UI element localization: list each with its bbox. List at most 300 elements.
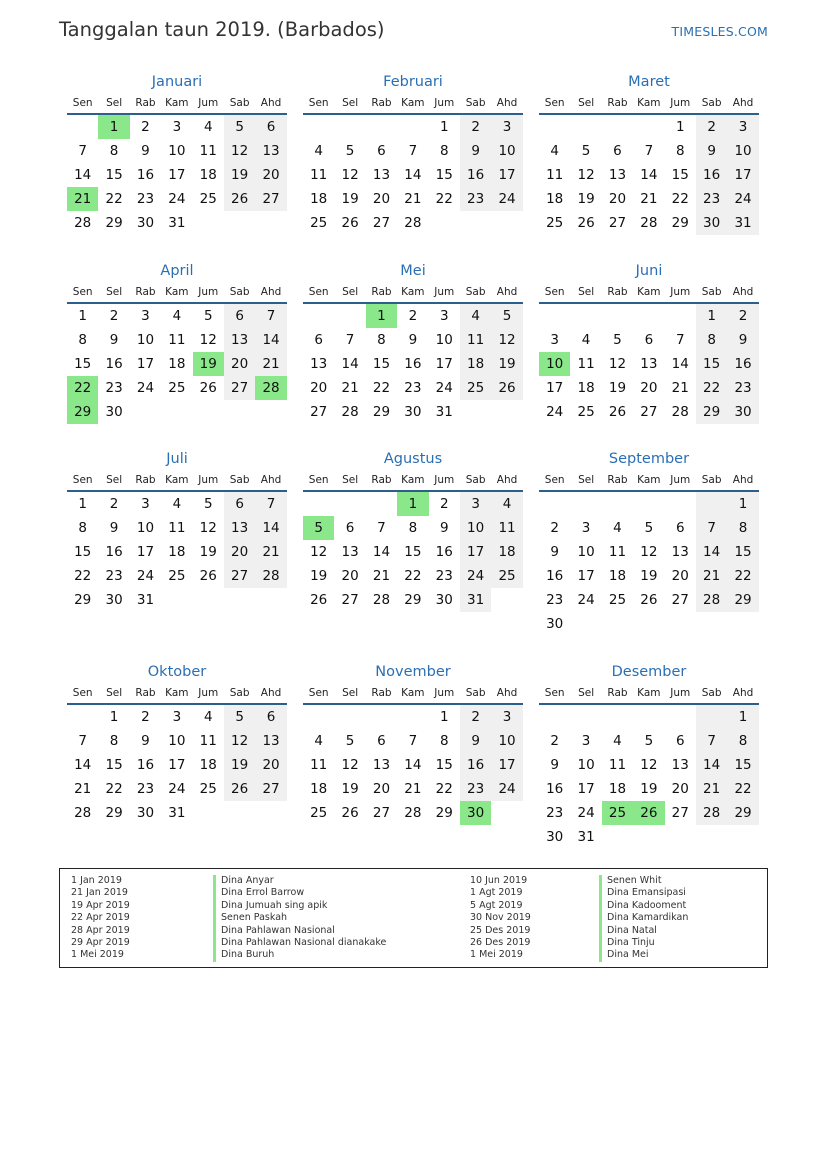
day-cell: 5 xyxy=(224,115,255,139)
day-cell: 27 xyxy=(224,376,255,400)
weekday-header xyxy=(303,93,523,115)
day-cell: 25 xyxy=(491,564,522,588)
weekday-label: Sel xyxy=(106,97,123,109)
day-cell: 27 xyxy=(372,215,391,231)
day-cell: 29 xyxy=(404,592,422,608)
month-name: Mei xyxy=(400,263,426,279)
weekday-header xyxy=(67,683,287,705)
day-cell: 16 xyxy=(546,568,564,584)
day-cell: 11 xyxy=(608,544,627,560)
day-cell: 16 xyxy=(696,163,727,187)
day-cell: 6 xyxy=(675,733,685,749)
day-cell: 28 xyxy=(696,588,727,612)
holiday-date: 10 Jun 2019 xyxy=(470,875,528,886)
day-cell: 4 xyxy=(314,733,323,749)
day-cell: 6 xyxy=(255,705,286,729)
day-cell: 15 xyxy=(727,540,758,564)
weekday-label: Sab xyxy=(465,474,486,486)
day-cell: 11 xyxy=(546,167,564,183)
empty-cell xyxy=(366,705,397,729)
weekday-header xyxy=(67,282,287,304)
day-cell: 16 xyxy=(105,544,123,560)
day-cell: 16 xyxy=(404,356,422,372)
weekday-label: Jum xyxy=(198,687,219,699)
day-cell: 3 xyxy=(491,115,522,139)
empty-cell xyxy=(539,705,570,729)
weekday-label: Kam xyxy=(401,286,425,298)
empty-cell xyxy=(67,705,98,729)
weekday-label: Rab xyxy=(371,97,392,109)
days-grid xyxy=(67,115,287,235)
day-cell: 7 xyxy=(78,733,87,749)
weekday-label: Sen xyxy=(72,474,93,486)
day-cell: 5 xyxy=(613,332,622,348)
empty-cell xyxy=(602,705,633,729)
day-cell: 27 xyxy=(224,564,255,588)
day-cell: 27 xyxy=(608,215,627,231)
day-cell: 30 xyxy=(546,616,564,632)
holiday-name: Dina Tinju xyxy=(607,936,655,948)
day-cell: 18 xyxy=(546,191,564,207)
day-cell: 1 xyxy=(727,705,758,729)
empty-cell xyxy=(727,825,758,849)
day-cell: 18 xyxy=(310,781,328,797)
weekday-label: Jum xyxy=(670,687,691,699)
holiday-date: 30 Nov 2019 xyxy=(470,912,531,924)
empty-cell xyxy=(491,588,522,612)
day-cell: 16 xyxy=(435,544,453,560)
days-grid xyxy=(303,492,523,612)
day-cell: 12 xyxy=(640,757,658,773)
day-cell: 6 xyxy=(224,304,255,328)
day-cell: 18 xyxy=(199,167,217,183)
empty-cell xyxy=(491,400,522,424)
day-cell: 20 xyxy=(224,352,255,376)
day-cell: 29 xyxy=(727,801,758,825)
weekday-label: Rab xyxy=(371,474,392,486)
month-calendar xyxy=(539,661,759,849)
empty-cell xyxy=(255,400,286,424)
day-cell: 15 xyxy=(727,753,758,777)
day-cell: 15 xyxy=(404,544,422,560)
day-cell: 8 xyxy=(377,332,386,348)
holiday-names-left xyxy=(221,875,386,962)
empty-cell xyxy=(193,801,224,825)
day-cell: 4 xyxy=(172,496,182,512)
holiday-name: Dina Pahlawan Nasional xyxy=(221,924,335,936)
day-cell: 2 xyxy=(141,119,150,135)
day-cell: 30 xyxy=(696,211,727,235)
empty-cell xyxy=(130,400,161,424)
day-cell: 1 xyxy=(675,119,685,135)
empty-cell xyxy=(303,304,334,328)
day-cell: 29 xyxy=(435,805,453,821)
weekday-label: Sen xyxy=(72,687,93,699)
day-cell: 15 xyxy=(74,544,92,560)
day-cell: 25 xyxy=(168,568,186,584)
day-cell: 10 xyxy=(460,516,491,540)
day-cell: 26 xyxy=(491,376,522,400)
holiday-name: Dina Pahlawan Nasional dianakake xyxy=(221,936,387,948)
empty-cell xyxy=(193,211,224,235)
day-cell: 5 xyxy=(203,496,213,512)
holiday-names-right xyxy=(607,875,688,962)
day-cell: 6 xyxy=(314,332,323,348)
day-cell: 12 xyxy=(224,729,255,753)
empty-cell xyxy=(429,211,460,235)
weekday-label: Sab xyxy=(701,286,722,298)
day-cell: 24 xyxy=(491,187,522,211)
weekday-label: Sen xyxy=(544,687,565,699)
holiday-date: 1 Mei 2019 xyxy=(71,949,124,961)
holiday-date: 26 Des 2019 xyxy=(470,936,531,948)
day-cell: 19 xyxy=(491,352,522,376)
weekday-label: Sel xyxy=(342,97,359,109)
day-cell: 3 xyxy=(172,119,182,135)
day-cell: 18 xyxy=(577,380,595,396)
month-name: April xyxy=(160,263,194,279)
month-calendar xyxy=(303,260,523,424)
weekday-label: Sel xyxy=(578,286,595,298)
day-cell: 4 xyxy=(550,143,559,159)
weekday-header xyxy=(539,683,759,705)
day-cell: 2 xyxy=(550,520,559,536)
day-cell: 23 xyxy=(404,380,422,396)
day-cell: 6 xyxy=(377,143,386,159)
day-cell: 29 xyxy=(67,400,98,424)
day-cell: 20 xyxy=(608,191,627,207)
empty-cell xyxy=(570,492,601,516)
month-name: Februari xyxy=(383,74,443,90)
day-cell: 26 xyxy=(608,404,627,420)
day-cell: 2 xyxy=(109,308,119,324)
day-cell: 2 xyxy=(109,496,119,512)
day-cell: 11 xyxy=(168,520,186,536)
weekday-label: Jum xyxy=(198,97,219,109)
holiday-date: 29 Apr 2019 xyxy=(71,936,130,948)
day-cell: 7 xyxy=(255,492,286,516)
day-cell: 5 xyxy=(491,304,522,328)
day-cell: 14 xyxy=(696,753,727,777)
days-grid xyxy=(539,705,759,849)
day-cell: 24 xyxy=(546,404,564,420)
day-cell: 10 xyxy=(168,733,186,749)
day-cell: 23 xyxy=(105,380,123,396)
day-cell: 22 xyxy=(435,781,453,797)
days-grid xyxy=(67,304,287,424)
weekday-label: Ahd xyxy=(496,687,518,699)
weekday-label: Ahd xyxy=(496,286,518,298)
day-cell: 4 xyxy=(203,709,213,725)
weekday-header xyxy=(67,93,287,115)
day-cell: 12 xyxy=(640,544,658,560)
day-cell: 28 xyxy=(255,564,286,588)
day-cell: 4 xyxy=(203,119,213,135)
day-cell: 4 xyxy=(581,332,591,348)
weekday-label: Sen xyxy=(308,687,329,699)
day-cell: 25 xyxy=(546,215,564,231)
day-cell: 4 xyxy=(613,733,622,749)
holiday-name: Dina Buruh xyxy=(221,949,275,961)
weekday-label: Jum xyxy=(434,97,455,109)
day-cell: 16 xyxy=(460,163,491,187)
empty-cell xyxy=(491,211,522,235)
day-cell: 28 xyxy=(372,592,391,608)
day-cell: 25 xyxy=(310,215,328,231)
weekday-label: Sel xyxy=(342,474,359,486)
day-cell: 21 xyxy=(67,187,98,211)
day-cell: 7 xyxy=(644,143,654,159)
day-cell: 1 xyxy=(397,492,428,516)
month-calendar xyxy=(67,71,287,235)
day-cell: 8 xyxy=(675,143,685,159)
empty-cell xyxy=(224,588,255,612)
day-cell: 24 xyxy=(491,777,522,801)
day-cell: 31 xyxy=(460,588,491,612)
day-cell: 26 xyxy=(310,592,328,608)
day-cell: 7 xyxy=(408,143,418,159)
days-grid xyxy=(303,115,523,235)
days-grid xyxy=(67,705,287,825)
day-cell: 16 xyxy=(136,757,155,773)
day-cell: 13 xyxy=(372,167,391,183)
weekday-label: Ahd xyxy=(496,474,518,486)
holiday-name: Dina Kamardikan xyxy=(607,912,689,924)
day-cell: 7 xyxy=(675,332,685,348)
day-cell: 13 xyxy=(341,544,359,560)
empty-cell xyxy=(665,304,696,328)
day-cell: 13 xyxy=(640,356,658,372)
weekday-label: Rab xyxy=(607,97,628,109)
day-cell: 31 xyxy=(168,215,186,231)
empty-cell xyxy=(255,588,286,612)
empty-cell xyxy=(696,705,727,729)
day-cell: 14 xyxy=(74,757,92,773)
day-cell: 30 xyxy=(435,592,453,608)
day-cell: 16 xyxy=(727,352,758,376)
empty-cell xyxy=(193,588,224,612)
day-cell: 23 xyxy=(727,376,758,400)
weekday-label: Ahd xyxy=(732,97,754,109)
day-cell: 13 xyxy=(608,167,627,183)
day-cell: 22 xyxy=(74,568,92,584)
day-cell: 20 xyxy=(640,380,658,396)
day-cell: 9 xyxy=(550,544,559,560)
day-cell: 15 xyxy=(435,757,453,773)
day-cell: 27 xyxy=(255,187,286,211)
weekday-label: Sab xyxy=(229,474,250,486)
holiday-name: Dina Errol Barrow xyxy=(221,887,305,899)
day-cell: 26 xyxy=(224,187,255,211)
day-cell: 27 xyxy=(372,805,391,821)
day-cell: 9 xyxy=(109,332,119,348)
day-cell: 22 xyxy=(404,568,422,584)
weekday-header xyxy=(303,470,523,492)
weekday-label: Jum xyxy=(198,286,219,298)
weekday-label: Kam xyxy=(165,474,189,486)
empty-cell xyxy=(161,400,192,424)
empty-cell xyxy=(696,825,727,849)
weekday-header xyxy=(539,93,759,115)
weekday-label: Sel xyxy=(106,286,123,298)
weekday-label: Sen xyxy=(308,97,329,109)
day-cell: 24 xyxy=(577,592,595,608)
weekday-header xyxy=(539,282,759,304)
empty-cell xyxy=(161,588,192,612)
empty-cell xyxy=(224,801,255,825)
day-cell: 24 xyxy=(435,380,453,396)
day-cell: 27 xyxy=(671,805,689,821)
holiday-dates-left xyxy=(71,875,130,962)
weekday-label: Kam xyxy=(165,97,189,109)
day-cell: 11 xyxy=(310,167,328,183)
weekday-label: Sel xyxy=(342,687,359,699)
day-cell: 23 xyxy=(136,781,155,797)
day-cell: 30 xyxy=(546,829,564,845)
weekday-label: Sen xyxy=(308,474,329,486)
day-cell: 23 xyxy=(546,805,564,821)
holiday-dates-right xyxy=(470,875,531,962)
day-cell: 10 xyxy=(577,757,595,773)
day-cell: 16 xyxy=(136,167,155,183)
empty-cell xyxy=(633,492,664,516)
day-cell: 25 xyxy=(577,404,595,420)
day-cell: 1 xyxy=(98,115,129,139)
empty-cell xyxy=(397,705,428,729)
day-cell: 10 xyxy=(577,544,595,560)
day-cell: 21 xyxy=(640,191,658,207)
day-cell: 10 xyxy=(491,139,522,163)
month-calendar xyxy=(303,71,523,235)
month-calendar xyxy=(67,661,287,825)
day-cell: 23 xyxy=(460,777,491,801)
day-cell: 20 xyxy=(255,753,286,777)
holiday-name: Dina Emansipasi xyxy=(607,887,686,899)
day-cell: 15 xyxy=(372,356,391,372)
day-cell: 21 xyxy=(671,380,689,396)
day-cell: 2 xyxy=(408,308,418,324)
day-cell: 13 xyxy=(255,139,286,163)
day-cell: 1 xyxy=(78,308,87,324)
day-cell: 17 xyxy=(577,568,595,584)
day-cell: 9 xyxy=(727,328,758,352)
day-cell: 12 xyxy=(491,328,522,352)
day-cell: 28 xyxy=(696,801,727,825)
day-cell: 19 xyxy=(199,544,217,560)
day-cell: 22 xyxy=(696,376,727,400)
day-cell: 5 xyxy=(581,143,591,159)
month-name: Juli xyxy=(166,451,188,467)
day-cell: 18 xyxy=(460,352,491,376)
day-cell: 9 xyxy=(141,143,150,159)
day-cell: 20 xyxy=(372,191,391,207)
day-cell: 6 xyxy=(675,520,685,536)
day-cell: 18 xyxy=(310,191,328,207)
day-cell: 22 xyxy=(105,781,123,797)
day-cell: 8 xyxy=(109,733,119,749)
day-cell: 23 xyxy=(460,187,491,211)
day-cell: 9 xyxy=(439,520,449,536)
day-cell: 28 xyxy=(74,215,92,231)
day-cell: 26 xyxy=(341,805,359,821)
holiday-name: Dina Jumuah sing apik xyxy=(221,899,328,911)
day-cell: 20 xyxy=(255,163,286,187)
day-cell: 3 xyxy=(491,705,522,729)
day-cell: 20 xyxy=(310,380,328,396)
weekday-header xyxy=(67,470,287,492)
day-cell: 7 xyxy=(345,332,355,348)
weekday-label: Sen xyxy=(544,97,565,109)
day-cell: 5 xyxy=(345,143,355,159)
day-cell: 10 xyxy=(435,332,453,348)
empty-cell xyxy=(539,304,570,328)
weekday-label: Jum xyxy=(434,687,455,699)
empty-cell xyxy=(539,115,570,139)
day-cell: 27 xyxy=(310,404,328,420)
day-cell: 19 xyxy=(193,352,224,376)
weekday-label: Ahd xyxy=(260,286,282,298)
day-cell: 30 xyxy=(105,404,123,420)
day-cell: 5 xyxy=(303,516,334,540)
day-cell: 6 xyxy=(224,492,255,516)
site-link[interactable]: TIMESLES.COM xyxy=(671,24,768,39)
day-cell: 26 xyxy=(199,380,217,396)
day-cell: 20 xyxy=(671,781,689,797)
holiday-marker-bar xyxy=(599,875,602,962)
day-cell: 21 xyxy=(404,191,422,207)
day-cell: 17 xyxy=(491,753,522,777)
day-cell: 14 xyxy=(341,356,359,372)
day-cell: 22 xyxy=(727,564,758,588)
day-cell: 1 xyxy=(439,709,449,725)
weekday-label: Ahd xyxy=(260,474,282,486)
day-cell: 7 xyxy=(696,729,727,753)
day-cell: 21 xyxy=(341,380,359,396)
day-cell: 25 xyxy=(460,376,491,400)
day-cell: 13 xyxy=(671,757,689,773)
day-cell: 26 xyxy=(577,215,595,231)
weekday-label: Ahd xyxy=(496,97,518,109)
month-calendar xyxy=(303,448,523,612)
empty-cell xyxy=(303,705,334,729)
day-cell: 9 xyxy=(408,332,418,348)
day-cell: 14 xyxy=(640,167,658,183)
day-cell: 29 xyxy=(105,805,123,821)
day-cell: 26 xyxy=(640,592,658,608)
day-cell: 17 xyxy=(435,356,453,372)
day-cell: 5 xyxy=(224,705,255,729)
weekday-label: Sab xyxy=(465,97,486,109)
day-cell: 27 xyxy=(255,777,286,801)
day-cell: 5 xyxy=(203,308,213,324)
day-cell: 1 xyxy=(78,496,87,512)
day-cell: 19 xyxy=(224,163,255,187)
empty-cell xyxy=(334,304,365,328)
day-cell: 8 xyxy=(439,143,449,159)
day-cell: 2 xyxy=(439,496,449,512)
weekday-label: Jum xyxy=(670,474,691,486)
day-cell: 3 xyxy=(439,308,449,324)
day-cell: 16 xyxy=(546,781,564,797)
empty-cell xyxy=(460,400,491,424)
day-cell: 17 xyxy=(136,356,155,372)
day-cell: 9 xyxy=(109,520,119,536)
empty-cell xyxy=(570,115,601,139)
day-cell: 17 xyxy=(460,540,491,564)
day-cell: 21 xyxy=(74,781,92,797)
day-cell: 25 xyxy=(199,191,217,207)
day-cell: 10 xyxy=(491,729,522,753)
